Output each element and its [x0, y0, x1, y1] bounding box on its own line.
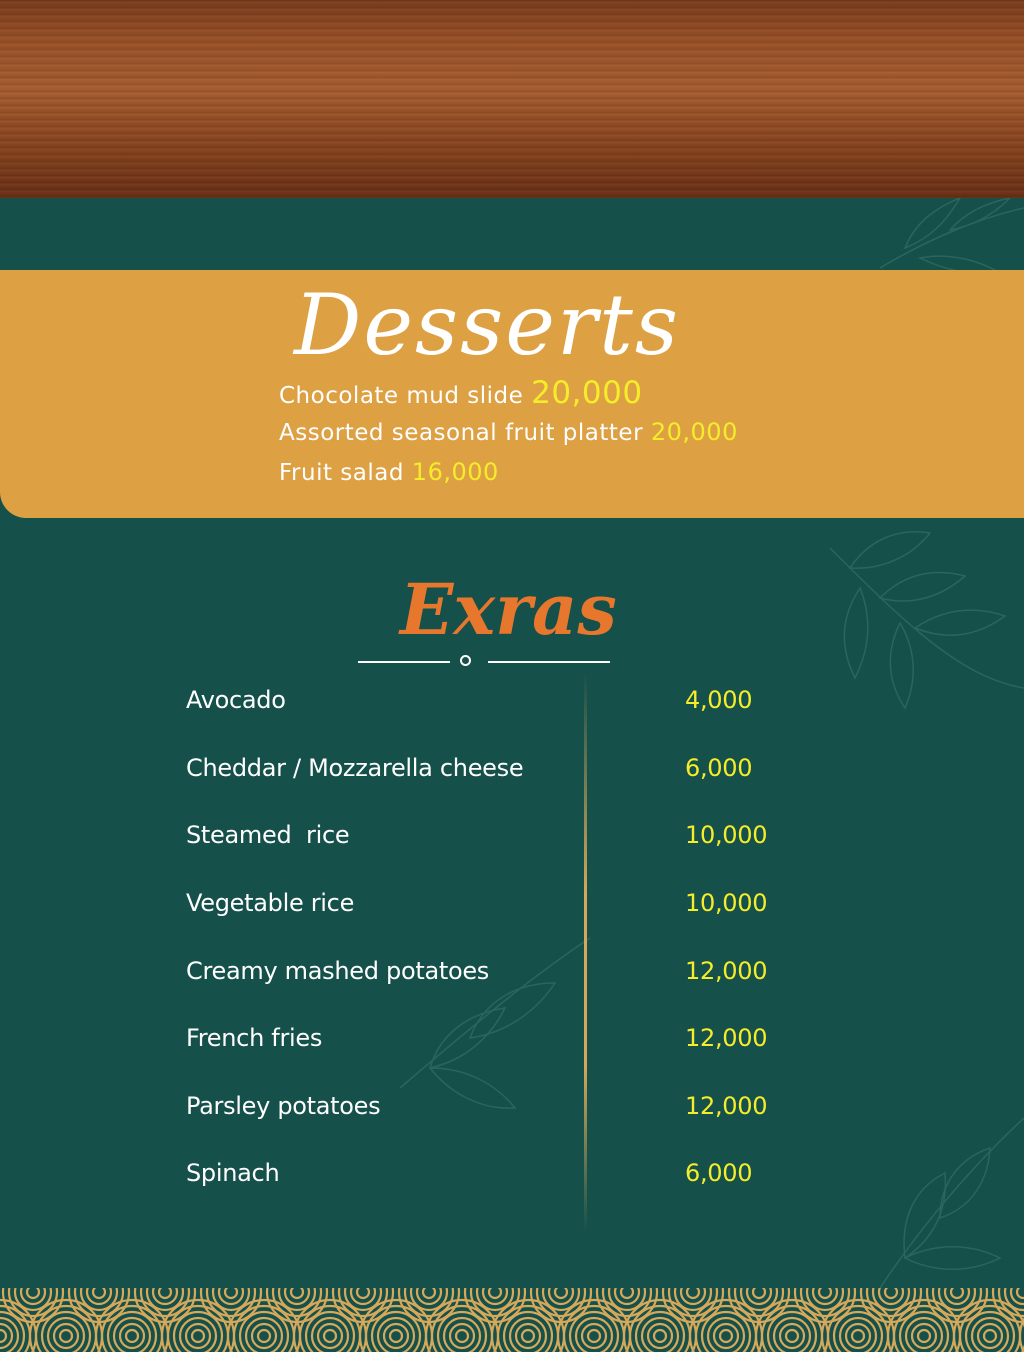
- extra-item-price: 10,000: [685, 821, 768, 849]
- extra-item-name: Parsley potatoes: [186, 1092, 381, 1120]
- dessert-name: Fruit salad: [279, 460, 404, 486]
- dessert-name: Assorted seasonal fruit platter: [279, 420, 644, 446]
- dessert-item: [279, 458, 499, 486]
- dessert-price: 20,000: [650, 418, 738, 446]
- dessert-name: Chocolate mud slide: [279, 383, 524, 409]
- desserts-title: Desserts: [294, 276, 681, 374]
- extra-item-name: French fries: [186, 1024, 323, 1052]
- extra-item-price: 6,000: [685, 754, 753, 782]
- wood-header: [0, 0, 1024, 198]
- extra-item-name: Avocado: [186, 686, 286, 714]
- extra-item-name: Steamed rice: [186, 821, 350, 849]
- ornament-line-right: [488, 661, 610, 663]
- footer-pattern: [0, 1288, 1024, 1352]
- extra-item-price: 10,000: [685, 889, 768, 917]
- dessert-item: [279, 418, 738, 446]
- extra-item-price: 12,000: [685, 1092, 768, 1120]
- wave-pattern-icon: [0, 1288, 1024, 1352]
- extra-item-price: 12,000: [685, 957, 768, 985]
- dessert-item: [279, 375, 643, 411]
- extras-title: Exras: [400, 568, 617, 651]
- extra-item-name: Spinach: [186, 1159, 280, 1187]
- extra-item-name: Cheddar / Mozzarella cheese: [186, 754, 524, 782]
- column-divider: [584, 672, 587, 1232]
- extra-item-price: 6,000: [685, 1159, 753, 1187]
- ornament-circle: [460, 655, 471, 666]
- extra-item-name: Creamy mashed potatoes: [186, 957, 490, 985]
- extra-item-price: 12,000: [685, 1024, 768, 1052]
- ornament-line-left: [358, 661, 450, 663]
- dessert-price: 16,000: [411, 458, 499, 486]
- extra-item-price: 4,000: [685, 686, 753, 714]
- extra-item-name: Vegetable rice: [186, 889, 355, 917]
- dessert-price: 20,000: [531, 375, 643, 411]
